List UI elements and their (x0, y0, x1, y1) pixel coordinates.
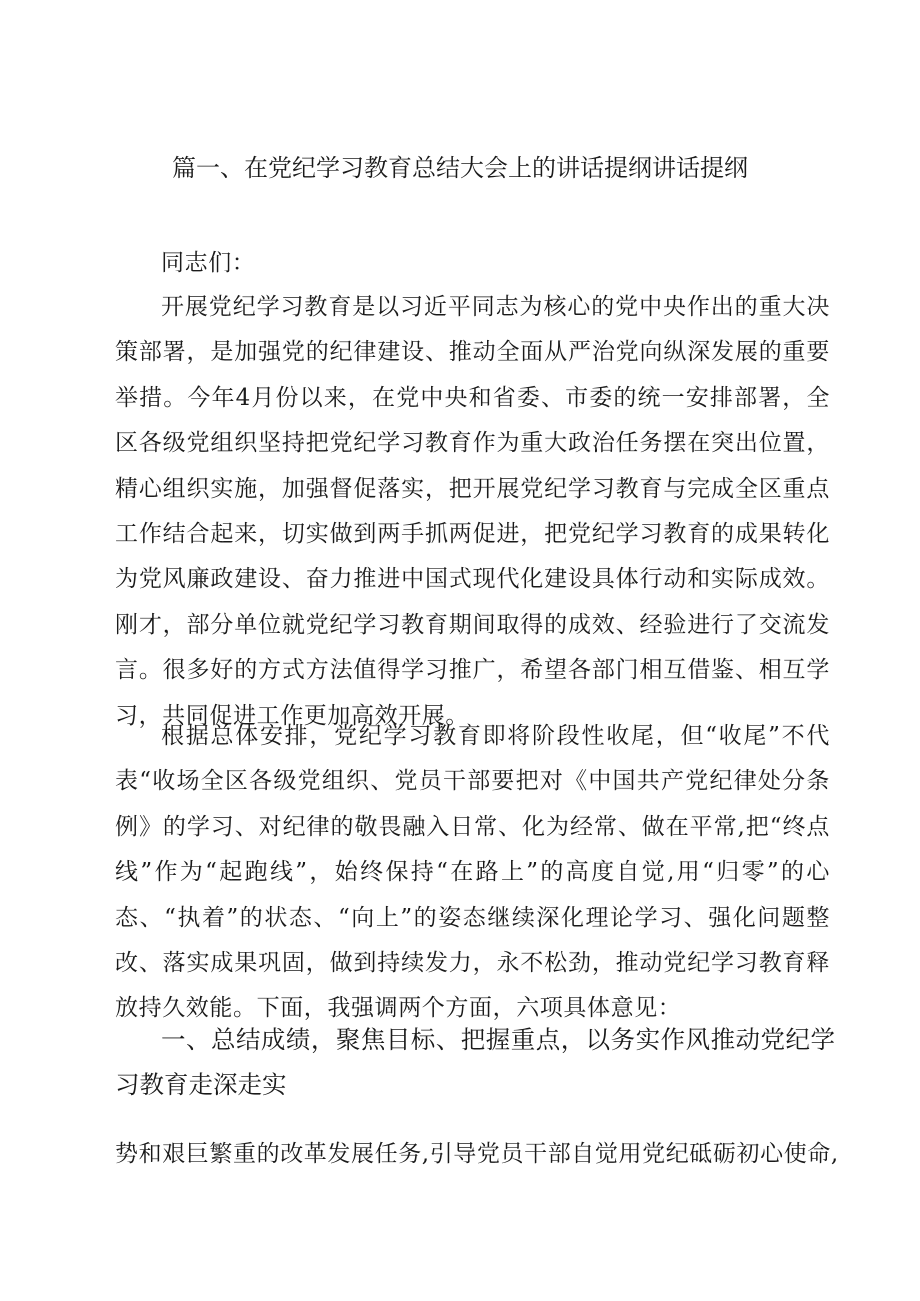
section-heading: 一、总结成绩，聚焦目标、把握重点，以务实作风推动党纪学习教育走深走实 (115, 1025, 835, 1099)
document-title: 篇一、在党纪学习教育总结大会上的讲话提纲讲话提纲 (172, 154, 748, 182)
trailing-line: 势和艰巨繁重的改革发展任务,引导党员干部自觉用党纪砥砺初心使命, (115, 1141, 839, 1167)
greeting: 同志们： (161, 250, 256, 276)
paragraph-1: 开展党纪学习教育是以习近平同志为核心的党中央作出的重大决策部署，是加强党的纪律建设、推动全面从严治党向纵深发展的重要举措。今年4月份以来，在党中央和省委、市委的统一安排部署，全区各级党组织坚持把党纪学习教育作为重大政治任务摆在突出位置，精心组织实施，加强督促落实，把开展党纪学习教育与完成全区重点工作结合起来，切实做到两手抓两促进，把党纪学习教育的成果转化为党风廉政建设、奋力推进中国式现代化建设具体行动和实际成效。刚才，部分单位就党纪学习教育期间取得的成效、经验进行了交流发言。很多好的方式方法值得学习推广，希望各部门相互借鉴、相互学习，共同促进工作更加高效开展。 (115, 294, 830, 729)
paragraph-2: 根据总体安排，党纪学习教育即将阶段性收尾，但“收尾”不代表“收场全区各级党组织、党员干部要把对《中国共产党纪律处分条例》的学习、对纪律的敬畏融入日常、化为经常、做在平常,把“终点线”作为“起跑线”，始终保持“在路上”的高度自觉,用“归零”的心态、“执着”的状态、“向上”的姿态继续深化理论学习、强化问题整改、落实成果巩固，做到持续发力，永不松劲，推动党纪学习教育释放持久效能。下面，我强调两个方面，六项具体意见： (115, 723, 830, 1022)
